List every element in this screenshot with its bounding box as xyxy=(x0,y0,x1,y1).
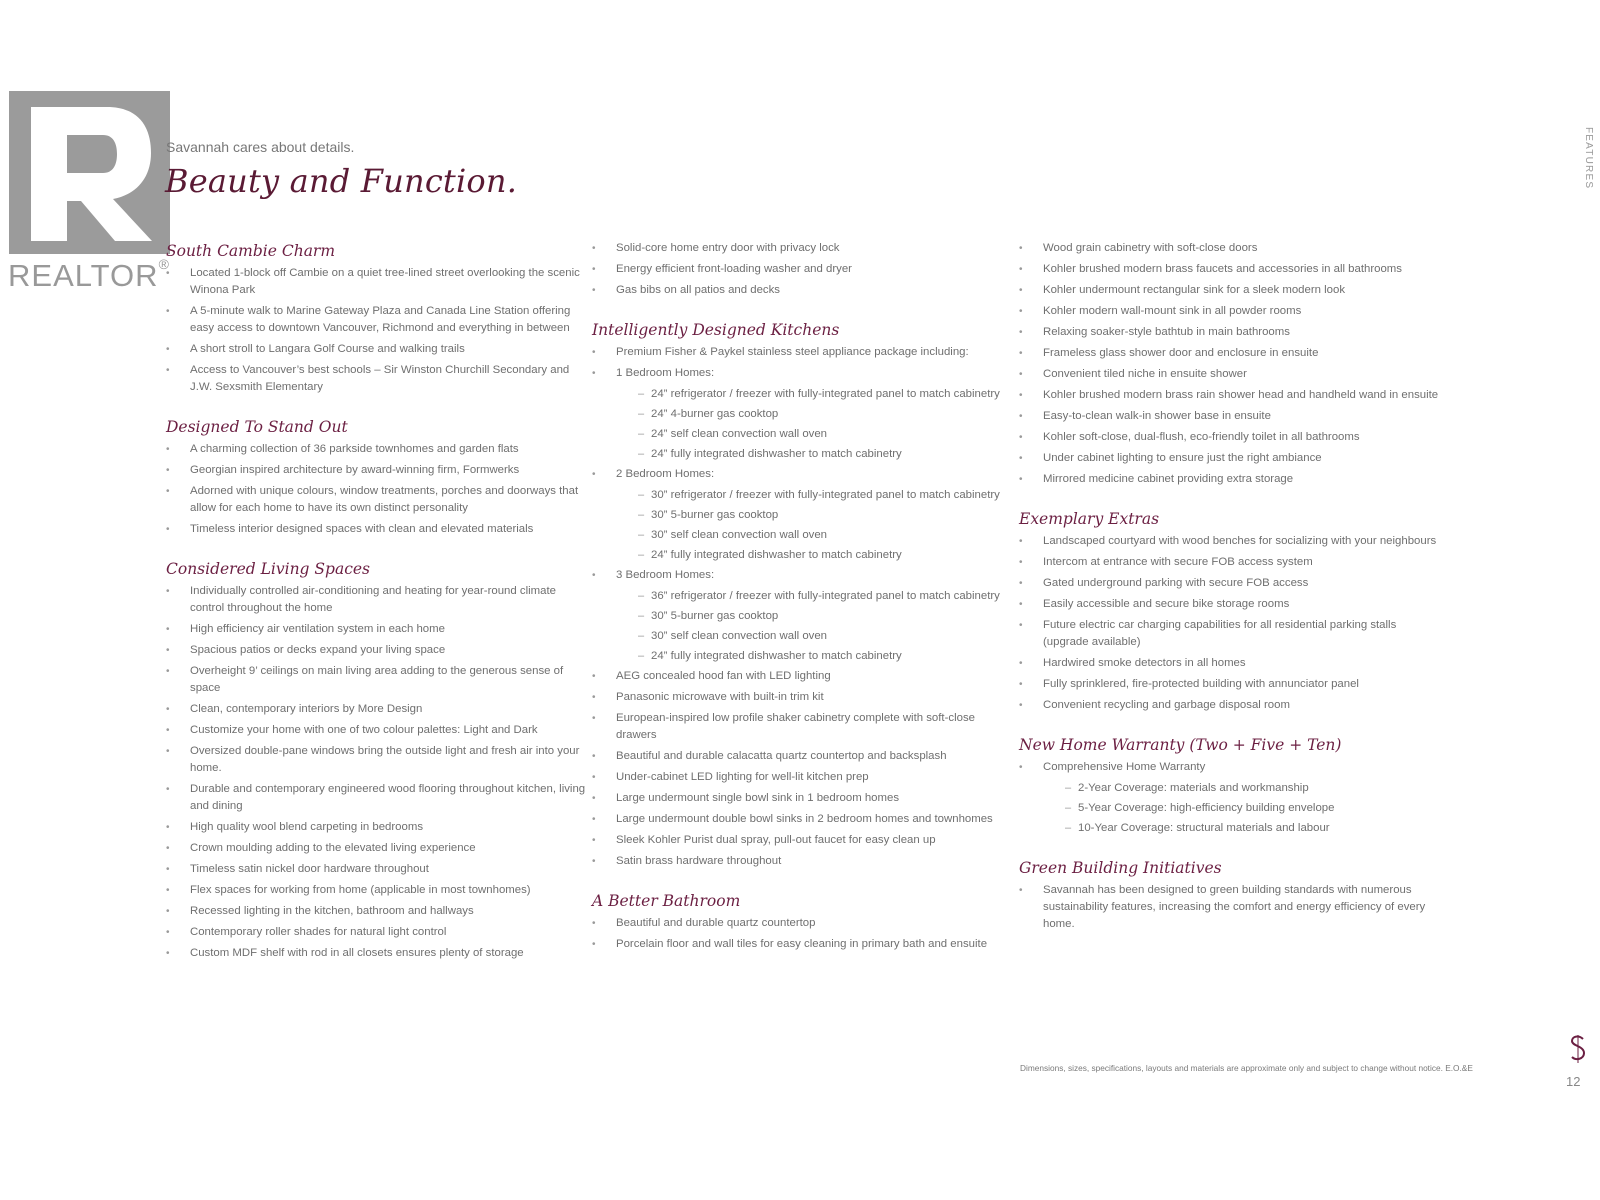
feature-item: • Under-cabinet LED lighting for well-lit kitchen prep xyxy=(592,769,1012,786)
feature-section xyxy=(166,558,586,962)
feature-item: • Kohler undermount rectangular sink for a sleek modern look xyxy=(1019,282,1439,299)
feature-item: • Individually controlled air-conditioning and heating for year-round climate control throughout the home xyxy=(166,583,586,617)
feature-list xyxy=(1019,759,1439,837)
feature-list xyxy=(592,344,1012,870)
feature-sub-item: – 24” fully integrated dishwasher to match cabinetry xyxy=(592,446,1012,463)
feature-item: • Durable and contemporary engineered wood flooring throughout kitchen, living and dining xyxy=(166,781,586,815)
section-title: Designed To Stand Out xyxy=(166,418,348,436)
feature-sub-item: – 30” 5-burner gas cooktop xyxy=(592,608,1012,625)
feature-sub-item: – 30” 5-burner gas cooktop xyxy=(592,507,1012,524)
feature-item: • Future electric car charging capabilities for all residential parking stalls (upgrade available) xyxy=(1019,617,1439,651)
section-title: South Cambie Charm xyxy=(166,242,336,260)
section-title: Intelligently Designed Kitchens xyxy=(592,321,840,339)
feature-list xyxy=(1019,882,1439,933)
feature-item: • Fully sprinklered, fire-protected building with annunciator panel xyxy=(1019,676,1439,693)
feature-sub-item: – 24” 4-burner gas cooktop xyxy=(592,406,1012,423)
features-column-3 xyxy=(1019,240,1439,953)
feature-item: • A short stroll to Langara Golf Course and walking trails xyxy=(166,341,586,358)
feature-sub-item: – 24” fully integrated dishwasher to match cabinetry xyxy=(592,648,1012,665)
feature-item: • Gas bibs on all patios and decks xyxy=(592,282,1012,299)
feature-sub-item: – 24” self clean convection wall oven xyxy=(592,426,1012,443)
feature-item: • Satin brass hardware throughout xyxy=(592,853,1012,870)
feature-item: • Kohler brushed modern brass faucets and accessories in all bathrooms xyxy=(1019,261,1439,278)
feature-list xyxy=(1019,240,1439,488)
feature-item: • Crown moulding adding to the elevated living experience xyxy=(166,840,586,857)
feature-item: • Adorned with unique colours, window treatments, porches and doorways that allow for each home to have its own distinct personality xyxy=(166,483,586,517)
feature-sub-item: – 24” refrigerator / freezer with fully-integrated panel to match cabinetry xyxy=(592,386,1012,403)
feature-item: • Landscaped courtyard with wood benches for socializing with your neighbours xyxy=(1019,533,1439,550)
feature-item: • Contemporary roller shades for natural light control xyxy=(166,924,586,941)
realtor-logo xyxy=(9,91,170,254)
feature-item: • Flex spaces for working from home (applicable in most townhomes) xyxy=(166,882,586,899)
feature-sub-item: – 30” refrigerator / freezer with fully-integrated panel to match cabinetry xyxy=(592,487,1012,504)
feature-item: • Convenient recycling and garbage disposal room xyxy=(1019,697,1439,714)
feature-item: • Easy-to-clean walk-in shower base in ensuite xyxy=(1019,408,1439,425)
feature-sub-item: – 2-Year Coverage: materials and workmanship xyxy=(1019,780,1439,797)
feature-item: • Hardwired smoke detectors in all homes xyxy=(1019,655,1439,672)
page-number: 12 xyxy=(1566,1074,1581,1089)
section-title: Considered Living Spaces xyxy=(166,560,370,578)
feature-item: • Oversized double-pane windows bring the outside light and fresh air into your home. xyxy=(166,743,586,777)
feature-section xyxy=(1019,240,1439,488)
section-title: New Home Warranty (Two + Five + Ten) xyxy=(1019,736,1342,754)
feature-item: • Savannah has been designed to green building standards with numerous sustainability features, increasing the comfort and energy efficiency of every home. xyxy=(1019,882,1439,933)
side-section-label: FEATURES xyxy=(1583,127,1594,190)
feature-item: • Mirrored medicine cabinet providing extra storage xyxy=(1019,471,1439,488)
feature-section xyxy=(166,240,586,396)
feature-item: • Located 1-block off Cambie on a quiet tree-lined street overlooking the scenic Winona Park xyxy=(166,265,586,299)
feature-list xyxy=(166,583,586,962)
feature-item: • Large undermount single bowl sink in 1 bedroom homes xyxy=(592,790,1012,807)
feature-item: • Timeless interior designed spaces with clean and elevated materials xyxy=(166,521,586,538)
feature-item: • Kohler brushed modern brass rain shower head and handheld wand in ensuite xyxy=(1019,387,1439,404)
feature-section xyxy=(1019,734,1439,837)
feature-item: • Kohler modern wall-mount sink in all powder rooms xyxy=(1019,303,1439,320)
feature-item: • AEG concealed hood fan with LED lighting xyxy=(592,668,1012,685)
feature-item: • A charming collection of 36 parkside townhomes and garden flats xyxy=(166,441,586,458)
feature-item: • Spacious patios or decks expand your living space xyxy=(166,642,586,659)
feature-list xyxy=(1019,533,1439,714)
feature-item: • Beautiful and durable quartz countertop xyxy=(592,915,1012,932)
feature-item: • Large undermount double bowl sinks in 2 bedroom homes and townhomes xyxy=(592,811,1012,828)
realtor-wordmark: REALTOR® xyxy=(8,256,170,293)
savannah-emblem-icon xyxy=(1567,1033,1589,1072)
section-title: Green Building Initiatives xyxy=(1019,859,1222,877)
feature-item: • European-inspired low profile shaker cabinetry complete with soft-close drawers xyxy=(592,710,1012,744)
feature-item: • Comprehensive Home Warranty xyxy=(1019,759,1439,776)
features-column-2 xyxy=(592,240,1012,973)
section-title: A Better Bathroom xyxy=(592,892,741,910)
feature-sub-item: – 10-Year Coverage: structural materials and labour xyxy=(1019,820,1439,837)
feature-section xyxy=(592,319,1012,870)
feature-item: • Beautiful and durable calacatta quartz countertop and backsplash xyxy=(592,748,1012,765)
feature-item: • Overheight 9’ ceilings on main living area adding to the generous sense of space xyxy=(166,663,586,697)
feature-item: • 3 Bedroom Homes: xyxy=(592,567,1012,584)
feature-sub-item: – 30” self clean convection wall oven xyxy=(592,628,1012,645)
feature-item: • Recessed lighting in the kitchen, bathroom and hallways xyxy=(166,903,586,920)
feature-item: • Easily accessible and secure bike storage rooms xyxy=(1019,596,1439,613)
feature-section xyxy=(1019,508,1439,714)
feature-sub-item: – 36” refrigerator / freezer with fully-integrated panel to match cabinetry xyxy=(592,588,1012,605)
feature-item: • Intercom at entrance with secure FOB access system xyxy=(1019,554,1439,571)
feature-list xyxy=(592,915,1012,953)
feature-sub-item: – 24” fully integrated dishwasher to match cabinetry xyxy=(592,547,1012,564)
feature-item: • A 5-minute walk to Marine Gateway Plaza and Canada Line Station offering easy access to downtown Vancouver, Richmond and everything in between xyxy=(166,303,586,337)
feature-item: • Custom MDF shelf with rod in all closets ensures plenty of storage xyxy=(166,945,586,962)
feature-item: • Georgian inspired architecture by award-winning firm, Formwerks xyxy=(166,462,586,479)
feature-section xyxy=(1019,857,1439,933)
feature-item: • High efficiency air ventilation system in each home xyxy=(166,621,586,638)
features-column-1 xyxy=(166,240,586,982)
feature-list xyxy=(592,240,1012,299)
feature-list xyxy=(166,441,586,538)
feature-item: • 1 Bedroom Homes: xyxy=(592,365,1012,382)
disclaimer: Dimensions, sizes, specifications, layouts and materials are approximate only and subject to change without notice. E.O.&E xyxy=(1020,1063,1473,1073)
feature-item: • Timeless satin nickel door hardware throughout xyxy=(166,861,586,878)
feature-item: • Wood grain cabinetry with soft-close doors xyxy=(1019,240,1439,257)
feature-item: • High quality wool blend carpeting in bedrooms xyxy=(166,819,586,836)
feature-item: • Frameless glass shower door and enclosure in ensuite xyxy=(1019,345,1439,362)
feature-item: • Relaxing soaker-style bathtub in main bathrooms xyxy=(1019,324,1439,341)
page-title: Beauty and Function. xyxy=(165,162,518,200)
feature-item: • Kohler soft-close, dual-flush, eco-friendly toilet in all bathrooms xyxy=(1019,429,1439,446)
feature-item: • Under cabinet lighting to ensure just the right ambiance xyxy=(1019,450,1439,467)
feature-item: • Gated underground parking with secure FOB access xyxy=(1019,575,1439,592)
feature-item: • Sleek Kohler Purist dual spray, pull-out faucet for easy clean up xyxy=(592,832,1012,849)
feature-item: • Panasonic microwave with built-in trim kit xyxy=(592,689,1012,706)
feature-item: • Customize your home with one of two colour palettes: Light and Dark xyxy=(166,722,586,739)
feature-item: • Energy efficient front-loading washer and dryer xyxy=(592,261,1012,278)
feature-sub-item: – 30” self clean convection wall oven xyxy=(592,527,1012,544)
feature-sub-item: – 5-Year Coverage: high-efficiency building envelope xyxy=(1019,800,1439,817)
intro-text: Savannah cares about details. xyxy=(166,139,355,155)
feature-section xyxy=(592,890,1012,953)
feature-section xyxy=(592,240,1012,299)
realtor-r-icon xyxy=(9,91,170,254)
feature-item: • 2 Bedroom Homes: xyxy=(592,466,1012,483)
feature-item: • Access to Vancouver’s best schools – Sir Winston Churchill Secondary and J.W. Sexsmith Elementary xyxy=(166,362,586,396)
feature-item: • Convenient tiled niche in ensuite shower xyxy=(1019,366,1439,383)
feature-item: • Premium Fisher & Paykel stainless steel appliance package including: xyxy=(592,344,1012,361)
feature-section xyxy=(166,416,586,538)
feature-item: • Solid-core home entry door with privacy lock xyxy=(592,240,1012,257)
feature-list xyxy=(166,265,586,396)
feature-item: • Porcelain floor and wall tiles for easy cleaning in primary bath and ensuite xyxy=(592,936,1012,953)
section-title: Exemplary Extras xyxy=(1019,510,1160,528)
feature-item: • Clean, contemporary interiors by More Design xyxy=(166,701,586,718)
